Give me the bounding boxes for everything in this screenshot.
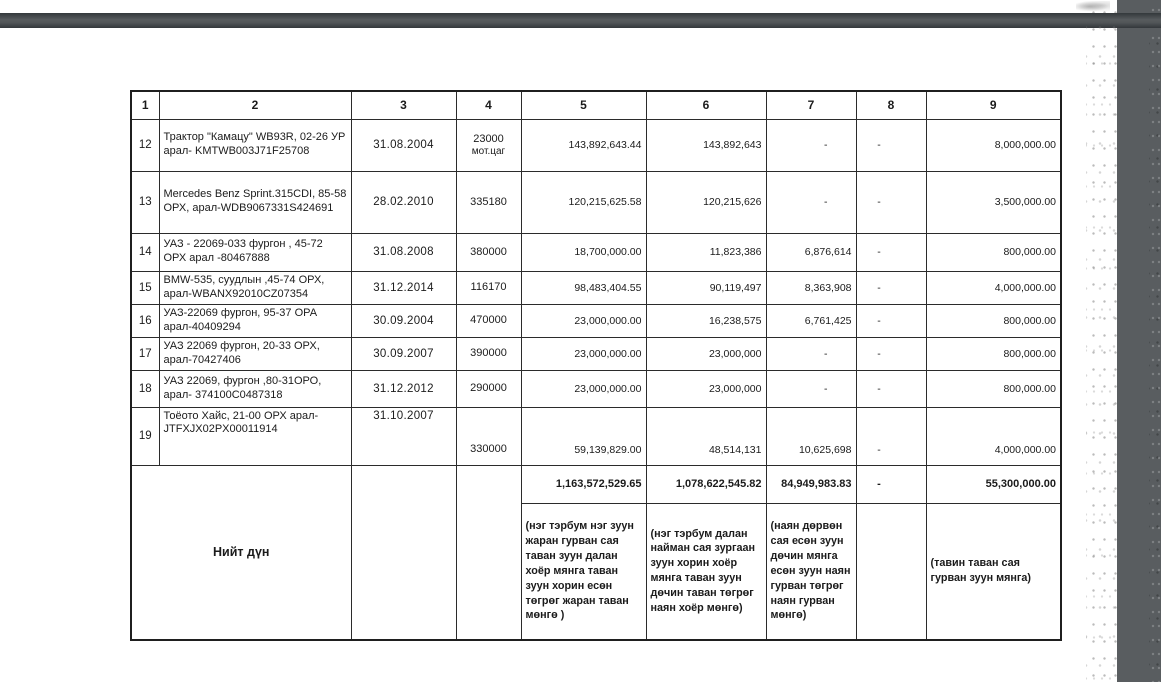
value-cell-7: 10,625,698 — [766, 407, 856, 465]
row-number-cell: 15 — [131, 271, 159, 304]
valuation-date-cell: 31.08.2004 — [351, 119, 456, 171]
value-cell-9: 8,000,000.00 — [926, 119, 1061, 171]
header-cell: 1 — [131, 91, 159, 119]
value-cell-7: - — [766, 337, 856, 370]
odometer-cell: 330000 — [456, 407, 521, 465]
header-cell: 9 — [926, 91, 1061, 119]
value-cell-9: 800,000.00 — [926, 304, 1061, 337]
header-cell: 4 — [456, 91, 521, 119]
value-cell-7: 6,876,614 — [766, 233, 856, 271]
totals-empty-col3 — [351, 465, 456, 640]
scan-noise-page-edge — [1086, 0, 1117, 682]
value-cell-8: - — [856, 119, 926, 171]
total-words-9: (тавин таван сая гурван зуун мянга) — [926, 503, 1061, 640]
value-cell-9: 800,000.00 — [926, 233, 1061, 271]
header-cell: 2 — [159, 91, 351, 119]
value-cell-8: - — [856, 337, 926, 370]
vehicle-description-cell: УАЗ-22069 фургон, 95-37 ОРА арал-40409294 — [159, 304, 351, 337]
odometer-cell: 335180 — [456, 171, 521, 233]
table-body — [131, 119, 1061, 465]
table-row — [131, 370, 1061, 407]
row-number-cell: 17 — [131, 337, 159, 370]
valuation-date-cell: 28.02.2010 — [351, 171, 456, 233]
total-words-8-empty — [856, 503, 926, 640]
row-number-cell: 19 — [131, 407, 159, 465]
value-cell-6: 143,892,643 — [646, 119, 766, 171]
vehicle-description-cell: Mercedes Benz Sprint.315CDI, 85-58 ОРХ, арал-WDB9067331S424691 — [159, 171, 351, 233]
value-cell-5: 23,000,000.00 — [521, 370, 646, 407]
value-cell-5: 120,215,625.58 — [521, 171, 646, 233]
total-value-9: 55,300,000.00 — [926, 465, 1061, 503]
odometer-cell: 470000 — [456, 304, 521, 337]
total-value-7: 84,949,983.83 — [766, 465, 856, 503]
total-value-6: 1,078,622,545.82 — [646, 465, 766, 503]
value-cell-7: - — [766, 370, 856, 407]
value-cell-5: 23,000,000.00 — [521, 337, 646, 370]
total-words-7: (наян дөрвөн сая есөн зуун дөчин мянга есөн зуун наян гурван төгрөг наян гурван мөнгө) — [766, 503, 856, 640]
value-cell-8: - — [856, 407, 926, 465]
table-row — [131, 233, 1061, 271]
header-cell: 6 — [646, 91, 766, 119]
odometer-cell: 290000 — [456, 370, 521, 407]
value-cell-6: 11,823,386 — [646, 233, 766, 271]
value-cell-9: 800,000.00 — [926, 337, 1061, 370]
value-cell-8: - — [856, 304, 926, 337]
value-cell-6: 23,000,000 — [646, 370, 766, 407]
value-cell-8: - — [856, 171, 926, 233]
value-cell-5: 143,892,643.44 — [521, 119, 646, 171]
table-header-row — [131, 91, 1061, 119]
value-cell-5: 59,139,829.00 — [521, 407, 646, 465]
table-row — [131, 407, 1061, 465]
totals-section — [131, 465, 1061, 640]
value-cell-6: 90,119,497 — [646, 271, 766, 304]
value-cell-7: - — [766, 171, 856, 233]
value-cell-5: 98,483,404.55 — [521, 271, 646, 304]
valuation-date-cell: 31.12.2012 — [351, 370, 456, 407]
value-cell-7: 8,363,908 — [766, 271, 856, 304]
row-number-cell: 12 — [131, 119, 159, 171]
header-cell: 5 — [521, 91, 646, 119]
valuation-date-cell: 31.08.2008 — [351, 233, 456, 271]
value-cell-9: 3,500,000.00 — [926, 171, 1061, 233]
totals-number-row — [131, 465, 1061, 503]
value-cell-5: 23,000,000.00 — [521, 304, 646, 337]
totals-label: Нийт дүн — [131, 465, 351, 640]
value-cell-6: 48,514,131 — [646, 407, 766, 465]
table-row — [131, 271, 1061, 304]
totals-empty-col4 — [456, 465, 521, 640]
vehicle-description-cell: УАЗ 22069 фургон, 20-33 ОРХ, арал-70427406 — [159, 337, 351, 370]
vehicle-description-cell: УАЗ - 22069-033 фургон , 45-72 ОРХ арал -80467888 — [159, 233, 351, 271]
valuation-date-cell: 30.09.2007 — [351, 337, 456, 370]
row-number-cell: 14 — [131, 233, 159, 271]
header-cell: 8 — [856, 91, 926, 119]
scan-noise-right — [1149, 0, 1161, 682]
value-cell-8: - — [856, 233, 926, 271]
value-cell-8: - — [856, 370, 926, 407]
valuation-date-cell: 31.10.2007 — [351, 407, 456, 465]
scan-smudge — [1076, 1, 1110, 12]
value-cell-8: - — [856, 271, 926, 304]
value-cell-6: 23,000,000 — [646, 337, 766, 370]
odometer-cell: 116170 — [456, 271, 521, 304]
viewer-top-band — [0, 13, 1161, 28]
value-cell-7: 6,761,425 — [766, 304, 856, 337]
total-value-8: - — [856, 465, 926, 503]
value-cell-9: 800,000.00 — [926, 370, 1061, 407]
odometer-cell: 23000 мот.цаг — [456, 119, 521, 171]
odometer-cell: 380000 — [456, 233, 521, 271]
table-row — [131, 119, 1061, 171]
viewer-side-gutter — [1117, 0, 1161, 682]
table-row — [131, 304, 1061, 337]
value-cell-5: 18,700,000.00 — [521, 233, 646, 271]
row-number-cell: 16 — [131, 304, 159, 337]
total-words-5: (нэг тэрбум нэг зуун жаран гурван сая таван зуун далан хоёр мянга таван зуун хорин есөн төгрөг жаран таван мөнгө ) — [521, 503, 646, 640]
value-cell-6: 16,238,575 — [646, 304, 766, 337]
table-row — [131, 337, 1061, 370]
row-number-cell: 18 — [131, 370, 159, 407]
row-number-cell: 13 — [131, 171, 159, 233]
vehicle-description-cell: УАЗ 22069, фургон ,80-31ОРО, арал- 374100C0487318 — [159, 370, 351, 407]
header-cell: 7 — [766, 91, 856, 119]
value-cell-7: - — [766, 119, 856, 171]
valuation-date-cell: 31.12.2014 — [351, 271, 456, 304]
vehicle-description-cell: Трактор "Камацу" WB93R, 02-26 УР арал- KMTWB003J71F25708 — [159, 119, 351, 171]
value-cell-9: 4,000,000.00 — [926, 271, 1061, 304]
total-value-5: 1,163,572,529.65 — [521, 465, 646, 503]
value-cell-6: 120,215,626 — [646, 171, 766, 233]
vehicle-description-cell: Тоёото Хайс, 21-00 ОРХ арал- JTFXJX02PX00011914 — [159, 407, 351, 465]
asset-table — [130, 90, 1062, 641]
valuation-date-cell: 30.09.2004 — [351, 304, 456, 337]
odometer-cell: 390000 — [456, 337, 521, 370]
total-words-6: (нэг тэрбум далан найман сая зургаан зуун хорин хоёр мянга таван зуун дөчин таван төгрөг наян хоёр мөнгө) — [646, 503, 766, 640]
vehicle-description-cell: BMW-535, суудлын ,45-74 ОРХ, арал-WBANX92010CZ07354 — [159, 271, 351, 304]
header-cell: 3 — [351, 91, 456, 119]
value-cell-9: 4,000,000.00 — [926, 407, 1061, 465]
table-row — [131, 171, 1061, 233]
